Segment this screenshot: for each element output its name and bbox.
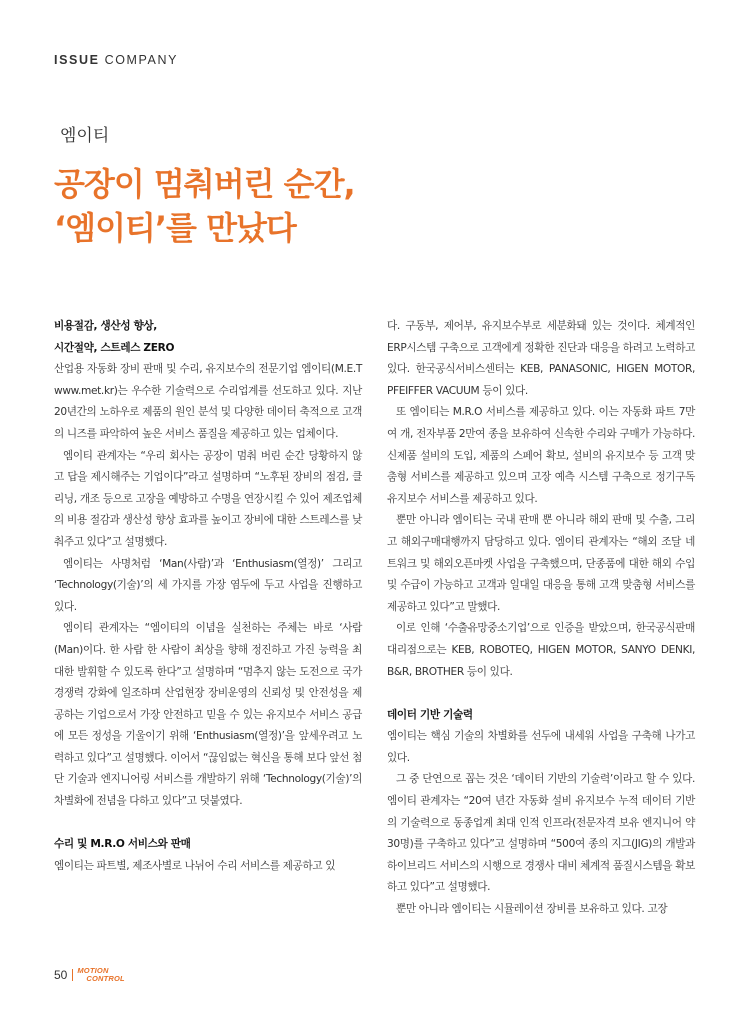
body-paragraph: 엠이티는 핵심 기술의 차별화를 선두에 내세워 사업을 구축해 나가고 있다. bbox=[387, 730, 695, 764]
footer-divider bbox=[72, 969, 73, 981]
section-subheading: 시간절약, 스트레스 ZERO bbox=[54, 341, 175, 354]
paragraph-spacer bbox=[54, 813, 362, 835]
article-column-right bbox=[387, 316, 695, 921]
section-subheading: 데이터 기반 기술력 bbox=[387, 708, 473, 721]
body-paragraph: 엠이티 관계자는 “엠이티의 이념을 실천하는 주체는 바로 ‘사람(Man)이다. 한 사람 한 사람이 최상을 향해 정진하고 가진 능력을 최대한 발휘할 수 있도록 한다”고 설명하며 “멈추지 않는 도전으로 국가경쟁력 강화에 일조하며 산업현장 장비운영의 신뢰성 및 안전성을 제공하는 기업으로서 가장 안전하고 믿을 수 있는 유지보수 서비스 공급에 모든 정성을 기울이기 위해 ‘Enthusiasm(열정)’을 앞세우려고 노력하고 있다”고 설명했다. 이어서 “끊임없는 혁신을 통해 보다 앞선 첨단 기술과 엔지니어링 서비스를 개발하기 위해 ‘Technology(기술)’의 차별화에 전념을 다하고 있다”고 덧붙였다. bbox=[54, 622, 362, 808]
section-subheading: 수리 및 M.R.O 서비스와 판매 bbox=[54, 838, 191, 851]
body-paragraph: 뿐만 아니라 엠이티는 국내 판매 뿐 아니라 해외 판매 및 수출, 그리고 해외구매대행까지 담당하고 있다. 엠이티 관계자는 “해외 조달 네트워크 및 해외오픈마켓 사업을 구축했으며, 단종품에 대한 해외 수입 및 수급이 가능하고 고객과 일대일 대응을 통해 고객 맞춤형 서비스를 제공하고 있다”고 말했다. bbox=[387, 514, 695, 613]
body-paragraph: 이로 인해 ‘수출유망중소기업’으로 인증을 받았으며, 한국공식판매대리점으로는 KEB, ROBOTEQ, HIGEN MOTOR, SANYO DENKI, B&R, BROTHER 등이 있다. bbox=[387, 622, 695, 678]
body-paragraph: 또 엠이티는 M.R.O 서비스를 제공하고 있다. 이는 자동화 파트 7만여 개, 전자부품 2만여 종을 보유하여 신속한 수리와 구매가 가능하다. 신제품 설비의 도입, 제품의 스페어 확보, 설비의 유지보수 등 고객 맞춤형 서비스를 제공하고 있으며 고장 예측 시스템 구축으로 정기구독 유지보수 서비스를 제공하고 있다. bbox=[387, 406, 695, 505]
body-paragraph: 엠이티는 사명처럼 ‘Man(사람)’과 ‘Enthusiasm(열정)’ 그리고 ‘Technology(기술)’의 세 가지를 가장 염두에 두고 사업을 진행하고 있다. bbox=[54, 557, 362, 613]
page-number: 50 bbox=[54, 967, 68, 982]
section-tag bbox=[54, 53, 178, 67]
section-tag-rest: COMPANY bbox=[99, 53, 179, 67]
section-subheading: 비용절감, 생산성 향상, bbox=[54, 320, 157, 332]
page-footer bbox=[54, 967, 125, 982]
article-headline bbox=[54, 162, 674, 250]
body-paragraph: 엠이티는 파트별, 제조사별로 나뉘어 수리 서비스를 제공하고 있 bbox=[54, 859, 336, 872]
magazine-logo-line-1: MOTION bbox=[77, 966, 109, 975]
body-paragraph: 그 중 단연으로 꼽는 것은 ‘데이터 기반의 기술력’이라고 할 수 있다. 엠이티 관계자는 “20여 년간 자동화 설비 유지보수 누적 데이터 기반의 기술력으로 동종업계 최대 인적 인프라(전문자격 보유 엔지니어 약 30명)를 구축하고 있다”고 설명하며 “500여 종의 지그(JIG)의 개발과 하이브리드 서비스의 시행으로 경쟁사 대비 체계적 품질시스템을 확보하고 있다”고 설명했다. bbox=[387, 773, 695, 894]
body-paragraph: 다. 구동부, 제어부, 유지보수부로 세분화돼 있는 것이다. 체계적인 ERP시스템 구축으로 고객에게 정확한 진단과 대응을 하려고 노력하고 있다. 한국공식서비스센터는 KEB, PANASONIC, HIGEN MOTOR, PFEIFFER VACUUM 등이 있다. bbox=[387, 320, 695, 397]
body-paragraph: 뿐만 아니라 엠이티는 시뮬레이션 장비를 보유하고 있다. 고장 bbox=[396, 903, 668, 916]
paragraph-spacer bbox=[387, 683, 695, 705]
section-tag-bold: ISSUE bbox=[54, 53, 100, 67]
magazine-logo-line-2: CONTROL bbox=[86, 973, 125, 983]
body-paragraph: 엠이티 관계자는 “우리 회사는 공장이 멈춰 버린 순간 당황하지 않고 답을 제시해주는 기업이다”라고 설명하며 “노후된 장비의 점검, 클리닝, 개조 등으로 고장을 예방하고 수명을 연장시킬 수 있어 제조업체의 비용 절감과 생산성 향상 효과를 높이고 장비에 대한 스트레스를 낮춰주고 있다”고 설명했다. bbox=[54, 449, 362, 548]
company-name: 엠이티 bbox=[60, 126, 110, 146]
article-column-left bbox=[54, 316, 362, 877]
magazine-logo bbox=[77, 967, 124, 982]
headline-line-2: ‘엠이티’를 만났다 bbox=[54, 209, 296, 247]
headline-line-1: 공장이 멈춰버린 순간, bbox=[54, 165, 355, 203]
body-paragraph: 산업용 자동화 장비 판매 및 수리, 유지보수의 전문기업 엠이티(M.E.T www.met.kr)는 우수한 기술력으로 수리업계를 선도하고 있다. 지난 20년간의 노하우로 제품의 원인 분석 및 다양한 데이터 축적으로 고객의 니즈를 파악하여 높은 서비스 품질을 제공하고 있는 업체이다. bbox=[54, 363, 362, 440]
